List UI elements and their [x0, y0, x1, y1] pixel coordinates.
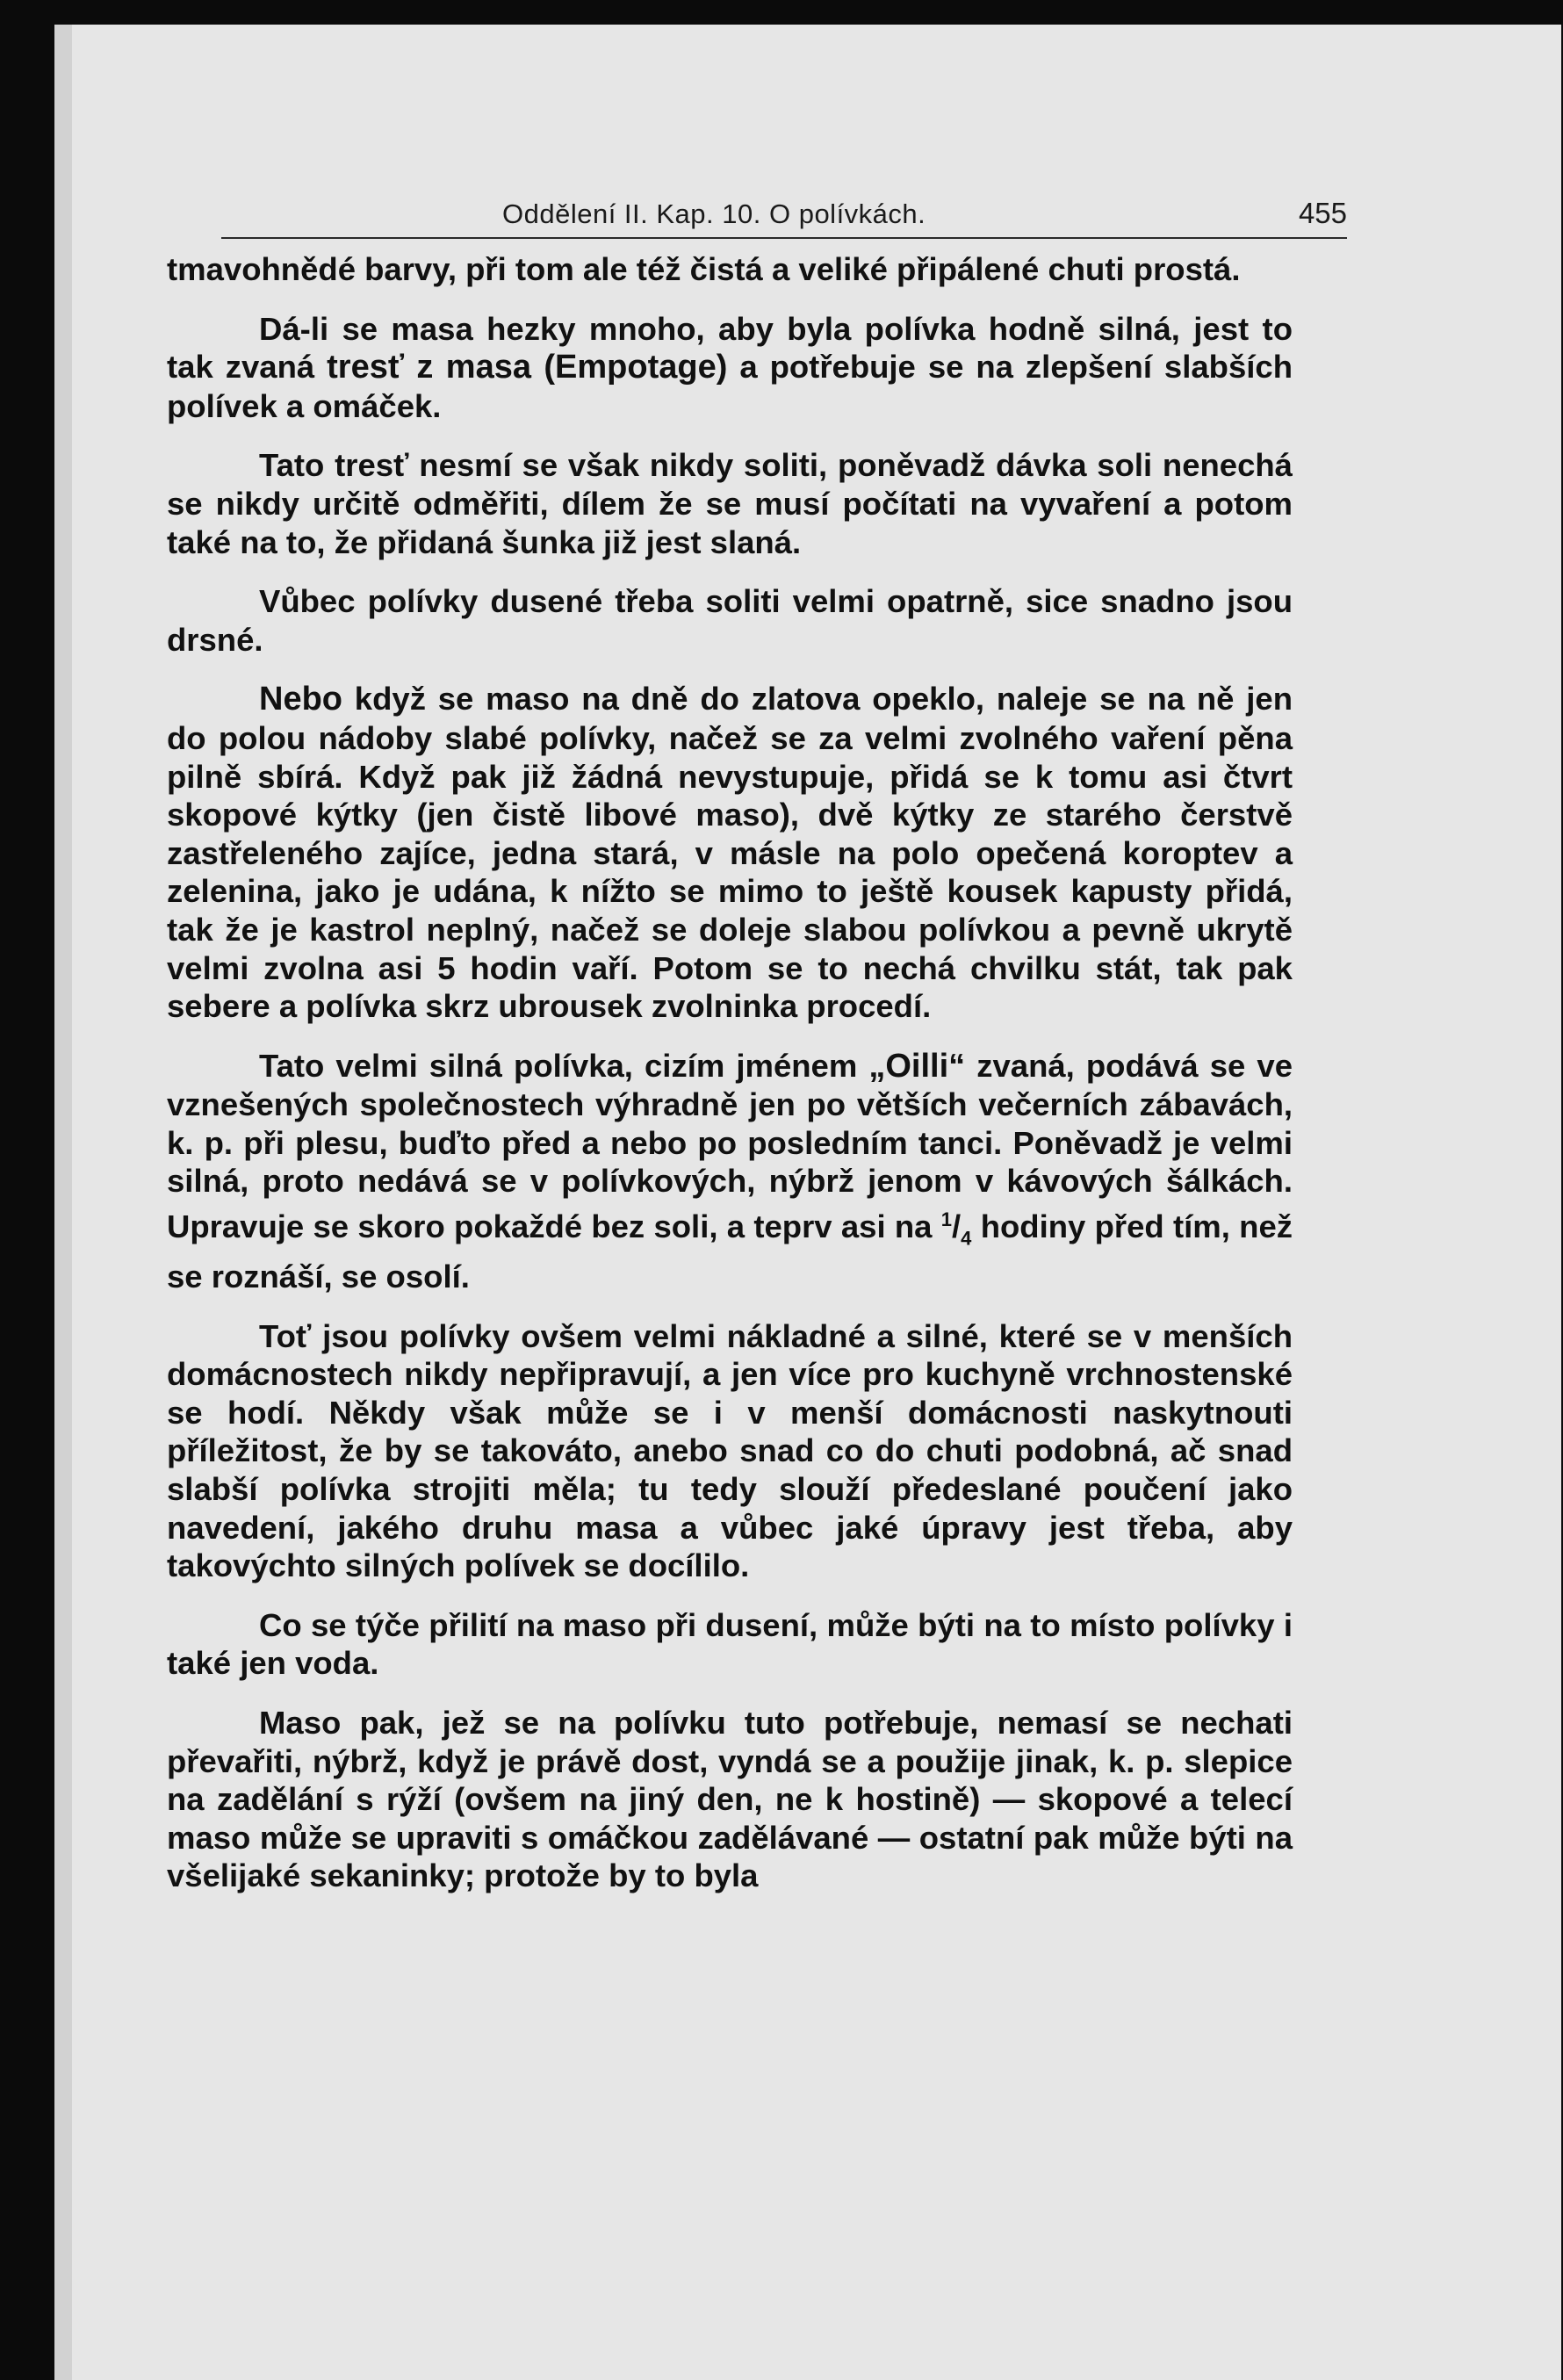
- paragraph: [167, 250, 1293, 289]
- page-body: [167, 250, 1293, 1916]
- page-number: 455: [1298, 197, 1347, 229]
- paragraph-text: Toť jsou polívky ovšem velmi nákladné a silné, které se v menších domácnostech nikdy nepřipravují, a jen více pro kuchyně vrchnostenské se hodí. Někdy však může se i v menší domácnosti naskytnouti příležitost, že by se takováto, anebo snad co do chuti podobná, ač snad slabší polívka strojiti měla; tu tedy slouží předeslané poučení jako navedení, jakého druhu masa a vůbec jaké úpravy jest třeba, aby takovýchto silných polívek se docílilo.: [167, 1317, 1293, 1584]
- paragraph-text: Co se týče přilití na maso při dusení, může býti na to místo polívky i také jen voda.: [167, 1606, 1293, 1682]
- paragraph: [167, 582, 1293, 659]
- paragraph-text: Tato tresť nesmí se však nikdy soliti, poněvadž dávka soli nenechá se nikdy určitě odměřiti, dílem že se musí počítati na vyvaření a potom také na to, že přidaná šunka již jest slaná.: [167, 447, 1293, 560]
- paragraph-text: a potřebuje se na zlepšení slabších polívek a omáček.: [167, 349, 1293, 424]
- paragraph: [167, 310, 1293, 426]
- paragraph-text: Tato velmi silná polívka, cizím jménem: [259, 1047, 869, 1084]
- paragraph-text: hodiny před tím, než se roznáší, se osolí.: [167, 1208, 1293, 1295]
- emphasized-term: Nebo: [259, 681, 342, 718]
- fraction-denominator: 4: [961, 1227, 972, 1250]
- paragraph: [167, 1047, 1293, 1296]
- paragraph-text: tmavohnědé barvy, při tom ale též čistá a veliké připálené chuti prostá.: [167, 251, 1241, 287]
- running-title: Oddělení II. Kap. 10. O polívkách.: [502, 198, 926, 229]
- paragraph: [167, 1606, 1293, 1683]
- paragraph-text: Vůbec polívky dusené třeba soliti velmi opatrně, sice snadno jsou drsné.: [167, 583, 1293, 658]
- page-gutter: [54, 25, 72, 2380]
- emphasized-term: „Oilli“: [868, 1047, 966, 1085]
- fraction: $^1/_4$: [940, 1208, 972, 1250]
- paragraph-text: Maso pak, jež se na polívku tuto potřebuje, nemasí se nechati převařiti, nýbrž, když je právě dost, vyndá se a použije jinak, k. p. slepice na zadělání s rýží (ovšem na jiný den, ne k hostině) — skopové a telecí maso může se upraviti s omáčkou zadělávané — ostatní pak může býti na všelijaké sekaninky; protože by to byla: [167, 1705, 1293, 1894]
- fraction-numerator: 1: [940, 1208, 953, 1231]
- paragraph-text: Dá-li se masa hezky mnoho, aby byla polívka hodně silná, jest to tak zvaná: [167, 310, 1293, 386]
- paragraph: [167, 680, 1293, 1025]
- emphasized-term: tresť z masa (Empotage): [327, 349, 728, 386]
- paragraph: [167, 1704, 1293, 1895]
- paragraph: [167, 1317, 1293, 1585]
- paragraph-text: zvaná, podává se ve vznešených společnostech výhradně jen po větších večerních zábavách, k. p. při plesu, buďto před a nebo po posledním tanci. Poněvadž je velmi silná, proto nedává se v polívkových, nýbrž jenom v kávových šálkách. Upravuje se skoro pokaždé bez soli, a teprv asi na: [167, 1047, 1293, 1245]
- page-header: [221, 181, 1347, 239]
- paragraph: [167, 446, 1293, 561]
- paragraph-text: když se maso na dně do zlatova opeklo, naleje se na ně jen do polou nádoby slabé polívky, načež se za velmi zvolného vaření pěna pilně sbírá. Když pak již žádná nevystupuje, přidá se k tomu asi čtvrt skopové kýtky (jen čistě libové maso), dvě kýtky ze starého čerstvě zastřeleného zajíce, jedna stará, v másle na polo opečená koroptev a zelenina, jako je udána, k nížto se mimo to ještě kousek kapusty přidá, tak že je kastrol neplný, načež se doleje slabou polívkou a pevně ukrytě velmi zvolna asi 5 hodin vaří. Potom se to nechá chvilku stát, tak pak sebere a polívka skrz ubrousek zvolninka procedí.: [167, 681, 1293, 1025]
